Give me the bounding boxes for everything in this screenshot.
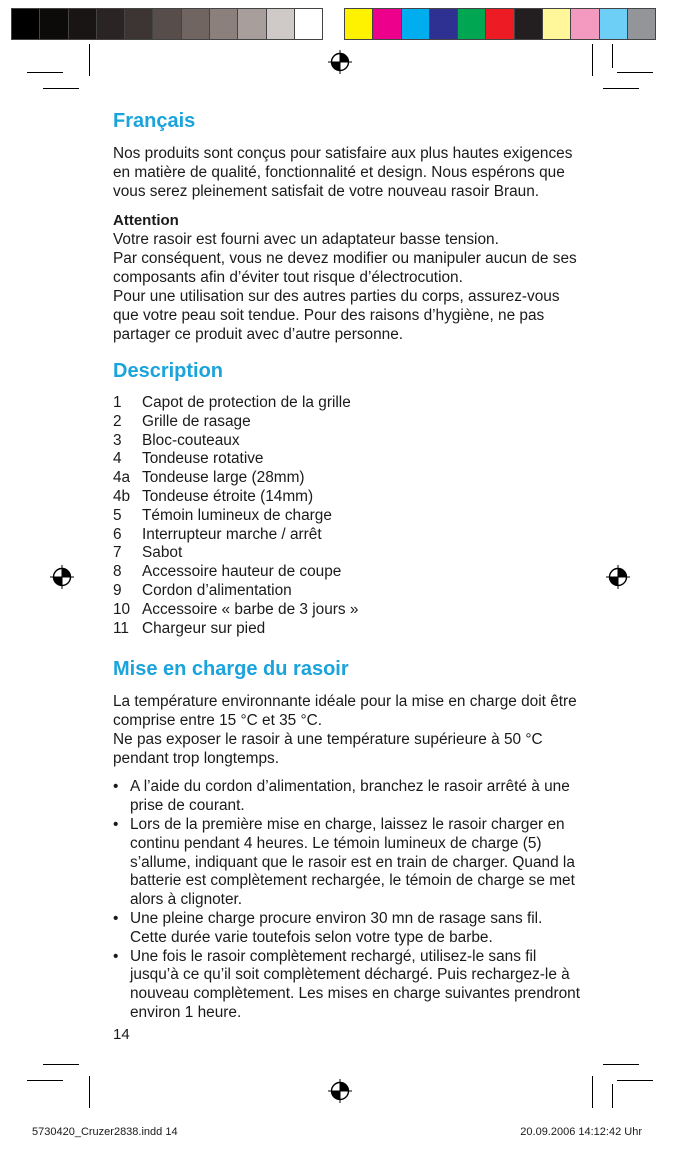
list-item bbox=[113, 948, 583, 1023]
part-label: Sabot bbox=[142, 544, 183, 562]
list-item bbox=[113, 469, 583, 488]
charge-instructions-list bbox=[113, 778, 583, 1022]
crop-mark bbox=[89, 44, 90, 76]
section-charge bbox=[113, 656, 583, 1022]
charge-intro-line: La température environnante idéale pour la mise en charge doit être comprise entre 15 °C et 35 °C. bbox=[113, 693, 577, 730]
part-label: Chargeur sur pied bbox=[142, 619, 266, 637]
instruction-text: Une pleine charge procure environ 30 mn de rasage sans fil. Cette durée varie toutefois selon votre type de barbe. bbox=[130, 909, 543, 946]
crop-mark bbox=[89, 1076, 90, 1108]
charge-intro-line: Ne pas exposer le rasoir à une température supérieure à 50 °C pendant trop longtemps. bbox=[113, 731, 543, 768]
crop-mark bbox=[612, 1084, 613, 1108]
color-swatch bbox=[266, 8, 295, 40]
color-swatch bbox=[68, 8, 97, 40]
instruction-text: Lors de la première mise en charge, laissez le rasoir charger en continu pendant 4 heures. Le témoin lumineux de charge (5) s’allume, indiquant que le rasoir est en train de charger. Quand la batterie est complètement rechargée, le témoin de charge se met alors à clignoter. bbox=[130, 815, 575, 909]
registration-mark-icon bbox=[328, 50, 352, 74]
section-title-charge: Mise en charge du rasoir bbox=[113, 658, 349, 681]
part-number: 2 bbox=[113, 412, 122, 430]
crop-mark bbox=[603, 88, 639, 89]
list-item bbox=[113, 910, 583, 948]
list-item bbox=[113, 450, 583, 469]
color-swatch bbox=[570, 8, 599, 40]
part-number: 4b bbox=[113, 487, 131, 505]
registration-mark-icon bbox=[328, 1079, 352, 1103]
color-swatch bbox=[429, 8, 458, 40]
bullet-icon: • bbox=[113, 909, 119, 927]
instruction-text: Une fois le rasoir complètement rechargé, utilisez-le sans fil jusqu’à ce qu’il soit complètement déchargé. Puis rechargez-le à nouveau complètement. Les mises en charge suivantes prendront environ 1 heure. bbox=[130, 947, 581, 1021]
intro-paragraph: Nos produits sont conçus pour satisfaire aux plus hautes exigences en matière de qualité, fonctionnalité et design. Nous espérons que vous serez pleinement satisfait de votre nouveau rasoir Braun. bbox=[113, 145, 573, 200]
color-swatch bbox=[372, 8, 401, 40]
color-swatch bbox=[209, 8, 238, 40]
bullet-icon: • bbox=[113, 815, 119, 833]
part-label: Tondeuse large (28mm) bbox=[142, 469, 305, 487]
color-swatch bbox=[344, 8, 373, 40]
list-item bbox=[113, 526, 583, 545]
list-item bbox=[113, 432, 583, 451]
attention-line: Par conséquent, vous ne devez modifier ou manipuler aucun de ses composants afin d’éviter tout risque d’électrocution. bbox=[113, 250, 577, 286]
color-swatch bbox=[39, 8, 68, 40]
color-swatch bbox=[542, 8, 571, 40]
part-number: 7 bbox=[113, 544, 122, 562]
part-number: 3 bbox=[113, 431, 122, 449]
list-item bbox=[113, 413, 583, 432]
color-swatch bbox=[124, 8, 153, 40]
crop-mark bbox=[43, 88, 79, 89]
crop-mark bbox=[27, 72, 63, 73]
part-label: Cordon d’alimentation bbox=[142, 581, 292, 599]
part-number: 1 bbox=[113, 394, 122, 411]
list-item bbox=[113, 778, 583, 816]
process-color-bar bbox=[345, 8, 656, 40]
part-number: 4a bbox=[113, 469, 131, 487]
page-number: 14 bbox=[113, 1026, 130, 1043]
color-swatch bbox=[294, 8, 323, 40]
part-number: 11 bbox=[113, 619, 129, 637]
footer-filename: 5730420_Cruzer2838.indd 14 bbox=[32, 1126, 178, 1138]
part-label: Capot de protection de la grille bbox=[142, 394, 351, 411]
color-swatch bbox=[237, 8, 266, 40]
part-label: Bloc-couteaux bbox=[142, 431, 240, 449]
color-swatch bbox=[599, 8, 628, 40]
crop-mark bbox=[592, 44, 593, 76]
list-item bbox=[113, 544, 583, 563]
list-item bbox=[113, 620, 583, 639]
footer-timestamp: 20.09.2006 14:12:42 Uhr bbox=[520, 1126, 642, 1138]
manual-content bbox=[113, 108, 583, 1023]
part-label: Accessoire « barbe de 3 jours » bbox=[142, 600, 359, 618]
color-swatch bbox=[181, 8, 210, 40]
crop-mark bbox=[617, 72, 653, 73]
list-item bbox=[113, 816, 583, 910]
list-item bbox=[113, 582, 583, 601]
color-swatch bbox=[11, 8, 40, 40]
section-francais bbox=[113, 108, 583, 344]
crop-mark bbox=[612, 44, 613, 68]
crop-mark bbox=[603, 1064, 639, 1065]
registration-mark-icon bbox=[50, 565, 74, 589]
registration-mark-icon bbox=[606, 565, 630, 589]
section-title-description: Description bbox=[113, 360, 224, 382]
part-label: Grille de rasage bbox=[142, 412, 251, 430]
list-item bbox=[113, 563, 583, 582]
part-label: Tondeuse étroite (14mm) bbox=[142, 487, 314, 505]
crop-mark bbox=[27, 1080, 63, 1081]
crop-mark bbox=[43, 1064, 79, 1065]
attention-line: Pour une utilisation sur des autres parties du corps, assurez-vous que votre peau soit tendue. Pour des raisons d’hygiène, ne pas partager ce produit avec d’autre personne. bbox=[113, 288, 560, 343]
instruction-text: A l’aide du cordon d’alimentation, branchez le rasoir arrêté à une prise de courant. bbox=[130, 778, 570, 815]
color-swatch bbox=[627, 8, 656, 40]
part-label: Interrupteur marche / arrêt bbox=[142, 525, 322, 543]
list-item bbox=[113, 488, 583, 507]
list-item bbox=[113, 507, 583, 526]
parts-list bbox=[113, 394, 583, 638]
color-swatch bbox=[152, 8, 181, 40]
part-number: 4 bbox=[113, 450, 122, 468]
color-swatch bbox=[514, 8, 543, 40]
bullet-icon: • bbox=[113, 947, 119, 965]
part-number: 5 bbox=[113, 506, 122, 524]
attention-line: Votre rasoir est fourni avec un adaptateur basse tension. bbox=[113, 231, 499, 248]
list-item bbox=[113, 394, 583, 413]
part-label: Accessoire hauteur de coupe bbox=[142, 563, 342, 581]
crop-mark bbox=[592, 1076, 593, 1108]
color-swatch bbox=[96, 8, 125, 40]
section-description bbox=[113, 358, 583, 638]
bullet-icon: • bbox=[113, 778, 119, 796]
part-number: 9 bbox=[113, 581, 122, 599]
color-swatch bbox=[457, 8, 486, 40]
grayscale-color-bar bbox=[12, 8, 323, 40]
part-label: Témoin lumineux de charge bbox=[142, 506, 332, 524]
color-swatch bbox=[401, 8, 430, 40]
crop-mark bbox=[617, 1080, 653, 1081]
list-item bbox=[113, 601, 583, 620]
part-number: 8 bbox=[113, 563, 122, 581]
attention-heading: Attention bbox=[113, 212, 179, 229]
section-title-francais: Français bbox=[113, 110, 196, 132]
part-number: 6 bbox=[113, 525, 122, 543]
color-swatch bbox=[485, 8, 514, 40]
part-label: Tondeuse rotative bbox=[142, 450, 264, 468]
part-number: 10 bbox=[113, 600, 131, 618]
